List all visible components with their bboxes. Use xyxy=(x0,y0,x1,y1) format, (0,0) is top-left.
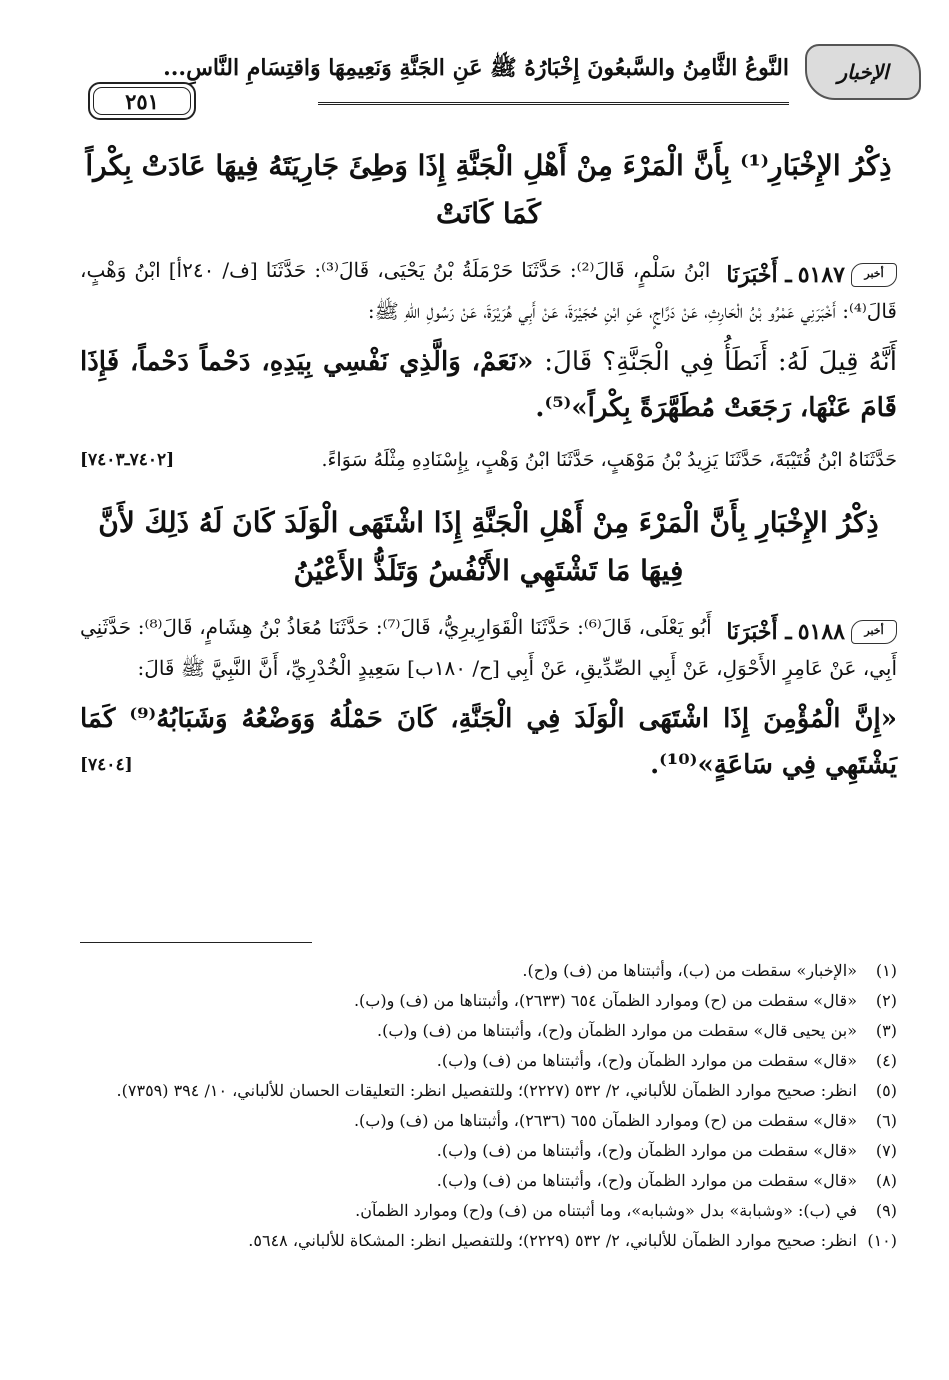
footnotes xyxy=(80,956,897,1256)
running-title: النَّوعُ الثَّامِنُ والسَّبعُونَ إِخْبَارُهُ ﷺ عَنِ الجَنَّةِ وَنَعِيمِهَا وَاقتِسَامِ النَّاسِ... xyxy=(163,55,789,81)
reference-2: [٧٤٠٤] xyxy=(80,755,133,775)
page-number-text: ٢٥١ xyxy=(125,88,159,114)
footnote: (٩) في (ب): «وشبابة» بدل «وشبابه»، وما أثبتناه من (ف) و(ح) وموارد الظمآن. xyxy=(355,1201,897,1220)
reference-1: [٧٤٠٢ـ٧٤٠٣] xyxy=(80,450,175,470)
second-isnad-1 xyxy=(80,443,897,477)
isnad-1 xyxy=(80,252,897,329)
footnote: (٥) انظر: صحيح موارد الظمآن للألباني، ٢/ ٥٣٢ (٢٢٢٧)؛ وللتفصيل انظر: التعليقات الحسان للألباني، ١٠/ ٣٩٤ (٧٣٥٩). xyxy=(116,1081,897,1100)
hadith-keyword-2: ـ أَخْبَرَنَا xyxy=(726,619,792,645)
matn-1 xyxy=(80,339,897,431)
footnote: (٤) «قال» سقطت من موارد الظمآن و(ح)، وأثبتناها من (ف) و(ب). xyxy=(436,1051,897,1070)
hadith-number-1: ٥١٨٧ xyxy=(797,262,845,288)
page-number xyxy=(88,82,196,120)
footnote: (٣) «بن يحيى قال» سقطت من موارد الظمآن و(ح)، وأثبتناها من (ف) و(ب). xyxy=(377,1021,897,1040)
isnad-text-1: ابْنُ سَلْمٍ، قَالَ⁽²⁾: حَدَّثَنَا حَرْمَلَةُ بْنُ يَحْيَى، قَالَ⁽³⁾: حَدَّثَنَا [ف/ ٢٤٠أ] ابْنُ وَهْبٍ، قَالَ⁽⁴⁾: أَخْبَرَنِي عَمْرُو بْنُ الْحَارِثِ، عَنْ دَرَّاجٍ، عَنِ ابْنِ حُجَيْرَةَ، عَنْ أَبِي هُرَيْرَةَ، عَنْ رَسُولِ اللهِ ﷺ: xyxy=(80,258,897,323)
second-isnad-text-1: حَدَّثَنَاهُ ابْنُ قُتَيْبَةَ، حَدَّثَنَا يَزِيدُ بْنُ مَوْهَبٍ، حَدَّثَنَا ابْنُ وَهْبٍ، بِإِسْنَادِهِ مِثْلَهُ سَوَاءً. xyxy=(321,449,897,471)
section-title-1: ذِكْرُ الإِخْبَارِ⁽¹⁾ بِأَنَّ الْمَرْءَ مِنْ أَهْلِ الْجَنَّةِ إِذَا وَطِئَ جَارِيَتَهُ فِيهَا عَادَتْ بِكْراً كَمَا كَانَتْ xyxy=(85,149,892,230)
hadith-head-2 xyxy=(726,614,897,650)
footnote: (٨) «قال» سقطت من موارد الظمآن و(ح)، وأثبتناها من (ف) و(ب). xyxy=(436,1171,897,1190)
isnad-2 xyxy=(80,609,897,686)
hadith-keyword-1: ـ أَخْبَرَنَا xyxy=(726,262,792,288)
matn-text-1: «نَعَمْ، وَالَّذِي نَفْسِي بِيَدِهِ، دَحْماً دَحْماً، فَإِذَا قَامَ عَنْهَا، رَجَعَتْ مُطَهَّرَةً بِكْراً»⁽⁵⁾. xyxy=(80,347,897,423)
section-title-2: ذِكْرُ الإِخْبَارِ بِأَنَّ الْمَرْءَ مِنْ أَهْلِ الْجَنَّةِ إِذَا اشْتَهَى الْوَلَدَ كَانَ لَهُ ذَلِكَ لأَنَّ فِيهَا مَا تَشْتَهِي الأَنْفُسُ وَتَلَذُّ الأَعْيُنُ xyxy=(98,506,879,587)
hadith-head-1 xyxy=(726,257,897,293)
footnote: (١٠) انظر: صحيح موارد الظمآن للألباني، ٢/ ٥٣٢ (٢٢٢٩)؛ وللتفصيل انظر: المشكاة للألباني، ٥٦٤٨. xyxy=(248,1231,897,1250)
footnote: (٧) «قال» سقطت من موارد الظمآن و(ح)، وأثبتناها من (ف) و(ب). xyxy=(436,1141,897,1160)
page-header xyxy=(88,40,921,120)
header-rule xyxy=(318,102,789,109)
main-content xyxy=(80,142,897,788)
footnote: (٦) «قال» سقطت من (ح) وموارد الظمآن ٦٥٥ (٢٦٣٦)، وأثبتناها من (ف) و(ب). xyxy=(353,1111,897,1130)
akhbarana-ornament-icon: أخبر xyxy=(851,263,897,287)
matn-2 xyxy=(80,696,897,788)
matn-intro-1: أَنَّهُ قِيلَ لَهُ: أَنَطَأُ فِي الْجَنَّةِ؟ قَالَ: xyxy=(544,347,897,377)
matn-text-2: «إِنَّ الْمُؤْمِنَ إِذَا اشْتَهَى الْوَلَدَ فِي الْجَنَّةِ، كَانَ حَمْلُهُ وَوَضْعُهُ وَشَبَابُهُ⁽⁹⁾ كَمَا يَشْتَهِي فِي سَاعَةٍ»⁽¹⁰⁾. xyxy=(80,704,897,780)
chapter-badge xyxy=(805,44,921,100)
footnote: (٢) «قال» سقطت من (ح) وموارد الظمآن ٦٥٤ (٢٦٣٣)، وأثبتناها من (ف) و(ب). xyxy=(353,991,897,1010)
footnote-divider xyxy=(80,942,312,943)
hadith-number-2: ٥١٨٨ xyxy=(797,619,845,645)
chapter-badge-label: الإخبار xyxy=(837,60,889,84)
akhbarana-ornament-icon: أخبر xyxy=(851,620,897,644)
footnote: (١) «الإخبار» سقطت من (ب)، وأثبتناها من (ف) و(ح). xyxy=(522,961,897,980)
isnad-text-2: أَبُو يَعْلَى، قَالَ⁽⁶⁾: حَدَّثَنَا الْقَوَارِيرِيُّ، قَالَ⁽⁷⁾: حَدَّثَنَا مُعَاذُ بْنُ هِشَامٍ، قَالَ⁽⁸⁾: حَدَّثَنِي أَبِي، عَنْ عَامِرٍ الأَحْوَلِ، عَنْ أَبِي الصِّدِّيقِ، عَنْ أَبِي [ح/ ١٨٠ب] سَعِيدٍ الْخُدْرِيِّ، أَنَّ النَّبِيَّ ﷺ قَالَ: xyxy=(80,615,897,680)
